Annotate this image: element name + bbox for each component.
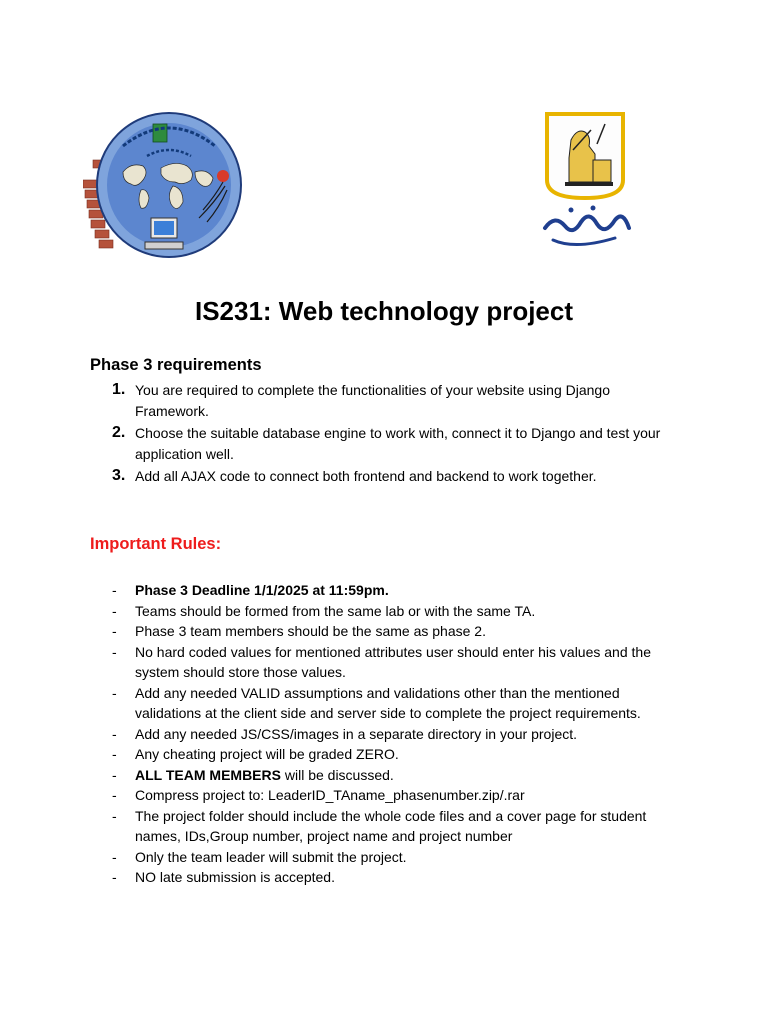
list-item xyxy=(90,683,680,724)
list-item xyxy=(90,847,680,868)
bullet-dash: - xyxy=(112,766,117,783)
item-bold-text: Phase 3 Deadline 1/1/2025 at 11:59pm. xyxy=(135,582,389,598)
rules-list xyxy=(90,580,680,888)
bullet-dash: - xyxy=(112,807,117,824)
item-number: 1. xyxy=(112,381,126,398)
item-text: Teams should be formed from the same lab or with the same TA. xyxy=(135,602,536,619)
bullet-dash: - xyxy=(112,848,117,865)
page-title: IS231: Web technology project xyxy=(194,296,574,326)
requirements-heading: Phase 3 requirements xyxy=(90,356,262,374)
bullet-dash: - xyxy=(112,623,117,639)
list-item xyxy=(90,724,680,745)
item-text: No hard coded values for mentioned attributes user should enter his values and the system should store those values. xyxy=(135,643,651,680)
bullet-dash: - xyxy=(112,746,117,762)
list-item xyxy=(90,806,680,847)
item-text: Phase 3 team members should be the same as phase 2. xyxy=(135,623,486,639)
item-text: Choose the suitable database engine to work with, connect it to Django and test your application well. xyxy=(135,425,661,462)
bullet-dash: - xyxy=(112,869,117,885)
list-item xyxy=(90,785,680,806)
bullet-dash: - xyxy=(112,582,117,598)
requirements-list xyxy=(90,380,680,489)
item-number: 3. xyxy=(112,467,126,484)
list-item xyxy=(90,580,680,601)
list-item xyxy=(90,601,680,622)
item-number: 2. xyxy=(112,424,126,441)
list-item xyxy=(90,380,680,421)
list-item xyxy=(90,744,680,765)
item-bold-text: ALL TEAM MEMBERS xyxy=(135,766,281,783)
list-item xyxy=(90,466,680,487)
bullet-dash: - xyxy=(112,602,117,619)
list-item xyxy=(90,642,680,683)
bullet-dash: - xyxy=(112,643,117,660)
item-text: Compress project to: LeaderID_TAname_phasenumber.zip/.rar xyxy=(135,787,525,803)
item-text: You are required to complete the functionalities of your website using Django Framework. xyxy=(135,382,610,419)
item-text: NO late submission is accepted. xyxy=(135,869,335,885)
faculty-of-computers-logo-icon xyxy=(83,110,249,265)
item-text: will be discussed. xyxy=(280,766,394,783)
bullet-dash: - xyxy=(112,684,117,701)
item-text: Only the team leader will submit the project. xyxy=(135,848,407,865)
list-item xyxy=(90,765,680,786)
item-text: Add all AJAX code to connect both frontend and backend to work together. xyxy=(135,468,597,484)
cairo-university-logo-icon xyxy=(535,110,635,260)
item-text: The project folder should include the whole code files and a cover page for student names, IDs,Group number, project name and project number xyxy=(135,807,647,844)
item-text: Any cheating project will be graded ZERO. xyxy=(135,746,399,762)
list-item xyxy=(90,423,680,464)
item-text: Add any needed JS/CSS/images in a separate directory in your project. xyxy=(135,725,578,742)
list-item xyxy=(90,621,680,642)
bullet-dash: - xyxy=(112,725,117,742)
item-text: Add any needed VALID assumptions and validations other than the mentioned validations at the client side and server side to complete the project requirements. xyxy=(135,684,641,721)
list-item xyxy=(90,867,680,888)
rules-heading: Important Rules: xyxy=(90,535,222,553)
bullet-dash: - xyxy=(112,787,117,803)
